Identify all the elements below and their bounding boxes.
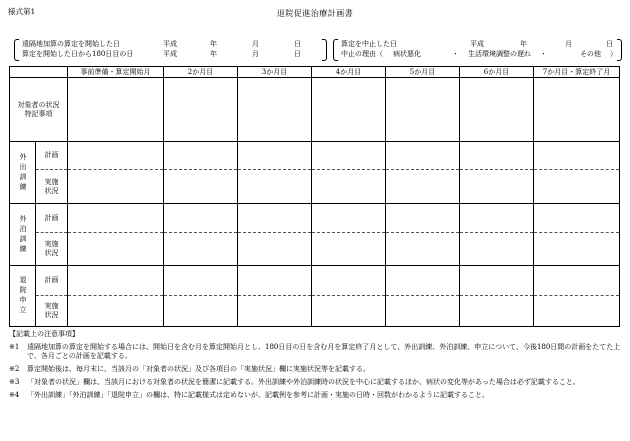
plan-cell[interactable] [238, 204, 312, 233]
group-label-overnight-text: 外泊訓練 [19, 214, 27, 255]
start-year: 年 [210, 40, 217, 48]
plan-label: 計画 [36, 204, 68, 233]
result-cell[interactable] [312, 233, 386, 266]
day180-day: 日 [294, 50, 301, 58]
header-row [10, 67, 620, 78]
group-label-outing [10, 142, 36, 204]
col-header-month1: 事前準備・算定開始月 [68, 67, 164, 78]
result-cell[interactable] [238, 233, 312, 266]
note-mark: ※3 [9, 378, 20, 386]
outing-plan-row [10, 142, 620, 170]
plan-cell[interactable] [238, 142, 312, 170]
plan-cell[interactable] [68, 142, 164, 170]
plan-label: 計画 [36, 266, 68, 296]
group-label-discharge [10, 266, 36, 327]
note-mark: ※1 [9, 343, 20, 351]
group-label-overnight [10, 204, 36, 266]
day180-era: 平成 [163, 50, 177, 58]
col-header-month5: 5か月目 [386, 67, 460, 78]
result-cell[interactable] [386, 233, 460, 266]
plan-cell[interactable] [460, 142, 534, 170]
result-cell[interactable] [238, 296, 312, 327]
plan-cell[interactable] [238, 266, 312, 296]
right-bracket [333, 39, 338, 61]
plan-cell[interactable] [386, 142, 460, 170]
plan-cell[interactable] [460, 204, 534, 233]
note-text: 「外出訓練」「外泊訓練」「退院申立」の欄は、特に記載様式は定めないが、記載例を参考に計画・実施の日時・回数がわかるように記載すること。 [27, 391, 489, 399]
result-label-line2: 状況 [44, 249, 59, 257]
start-day: 日 [294, 40, 301, 48]
plan-cell[interactable] [534, 204, 620, 233]
reason-worsening: 病状悪化 [393, 50, 421, 58]
plan-cell[interactable] [164, 142, 238, 170]
result-cell[interactable] [312, 170, 386, 204]
note-text: 遠隔地加算の算定を開始する場合には、開始日を含む月を算定開始月とし、180日目の日を含む月を算定終了月として、外出訓練、外泊訓練、申立について、今後180日間の計画をたてた上で、各月ごとの計画を記載する。 [27, 343, 621, 360]
notes-heading: 【記載上の注意事項】 [9, 330, 79, 338]
left-bracket [14, 39, 19, 61]
header-corner [10, 67, 68, 78]
result-label [36, 170, 68, 204]
result-label-line2: 状況 [44, 311, 59, 319]
notes-section [9, 330, 625, 400]
discharge-plan-row [10, 266, 620, 296]
result-cell[interactable] [164, 170, 238, 204]
status-label [10, 78, 68, 142]
status-cell[interactable] [460, 78, 534, 142]
result-cell[interactable] [534, 233, 620, 266]
plan-cell[interactable] [386, 266, 460, 296]
discharge-result-row [10, 296, 620, 327]
note-text: 算定開始後は、毎月末に、当該月の「対象者の状況」及び各項目の「実施状況」欄に実施状況等を記載する。 [27, 365, 370, 373]
plan-cell[interactable] [312, 204, 386, 233]
stop-day: 日 [606, 40, 613, 48]
plan-cell[interactable] [386, 204, 460, 233]
status-row [10, 78, 620, 142]
result-cell[interactable] [386, 296, 460, 327]
note-mark: ※4 [9, 391, 20, 399]
result-label-line2: 状況 [44, 186, 59, 195]
col-header-month2: 2か月目 [164, 67, 238, 78]
stop-era: 平成 [470, 40, 484, 48]
plan-cell[interactable] [312, 142, 386, 170]
overnight-result-row [10, 233, 620, 266]
col-header-month4: 4か月目 [312, 67, 386, 78]
overnight-plan-row [10, 204, 620, 233]
right-block-bracket-close [617, 39, 622, 61]
plan-cell[interactable] [164, 266, 238, 296]
day180-label: 算定を開始した日から180日目の日 [22, 50, 134, 58]
result-label [36, 233, 68, 266]
result-cell[interactable] [460, 296, 534, 327]
stop-year: 年 [520, 40, 527, 48]
status-cell[interactable] [68, 78, 164, 142]
stop-month: 月 [565, 40, 572, 48]
reason-other: その他 [580, 50, 601, 58]
reason-env-delay: 生活環境調整の遅れ [468, 50, 531, 58]
day180-month: 月 [252, 50, 259, 58]
result-cell[interactable] [386, 170, 460, 204]
start-month: 月 [252, 40, 259, 48]
note-item [9, 365, 625, 374]
result-cell[interactable] [238, 170, 312, 204]
result-label-line1: 実施 [44, 240, 59, 248]
result-label-line1: 実施 [44, 177, 59, 186]
result-cell[interactable] [164, 296, 238, 327]
document-title: 退院促進治療計画書 [276, 9, 354, 18]
note-text: 「対象者の状況」欄は、当該月における対象者の状況を簡潔に記載する。外出訓練や外泊訓練時の状況を中心に記載するほか、病状の変化等があった場合は必ず記載すること。 [27, 378, 580, 386]
result-cell[interactable] [460, 170, 534, 204]
status-cell[interactable] [312, 78, 386, 142]
note-item [9, 343, 625, 361]
plan-cell[interactable] [312, 266, 386, 296]
plan-cell[interactable] [534, 266, 620, 296]
plan-cell[interactable] [164, 204, 238, 233]
day180-year: 年 [210, 50, 217, 58]
status-cell[interactable] [238, 78, 312, 142]
group-label-discharge-text: 退院申立 [19, 276, 27, 316]
group-label-outing-text: 外出訓練 [19, 152, 27, 193]
result-label-line1: 実施 [44, 302, 59, 310]
start-era: 平成 [163, 40, 177, 48]
plan-cell[interactable] [534, 142, 620, 170]
form-number: 様式第1 [8, 7, 36, 16]
treatment-plan-table [9, 66, 620, 327]
col-header-month7: 7か月目・算定終了月 [534, 67, 620, 78]
result-cell[interactable] [68, 233, 164, 266]
result-cell[interactable] [68, 170, 164, 204]
note-item [9, 391, 625, 400]
result-cell[interactable] [68, 296, 164, 327]
left-block-bracket-close [322, 39, 327, 61]
reason-sep-2: ・ [540, 50, 547, 58]
plan-cell[interactable] [460, 266, 534, 296]
result-cell[interactable] [312, 296, 386, 327]
stop-reason-label: 中止の理由（ [341, 50, 383, 58]
plan-cell[interactable] [68, 204, 164, 233]
result-cell[interactable] [534, 170, 620, 204]
start-date-label: 遠隔地加算の算定を開始した日 [22, 40, 120, 48]
status-cell[interactable] [164, 78, 238, 142]
outing-result-row [10, 170, 620, 204]
result-cell[interactable] [534, 296, 620, 327]
status-cell[interactable] [534, 78, 620, 142]
reason-close-paren: ） [610, 50, 617, 58]
result-cell[interactable] [164, 233, 238, 266]
stop-date-label: 算定を中止した日 [341, 40, 397, 48]
status-cell[interactable] [386, 78, 460, 142]
note-mark: ※2 [9, 365, 20, 373]
status-label-line2: 特記事項 [24, 109, 53, 118]
result-label [36, 296, 68, 327]
col-header-month6: 6か月目 [460, 67, 534, 78]
plan-label: 計画 [36, 142, 68, 170]
result-cell[interactable] [460, 233, 534, 266]
col-header-month3: 3か月目 [238, 67, 312, 78]
plan-cell[interactable] [68, 266, 164, 296]
note-item [9, 378, 625, 387]
reason-sep-1: ・ [452, 50, 459, 58]
status-label-line1: 対象者の状況 [17, 100, 60, 109]
